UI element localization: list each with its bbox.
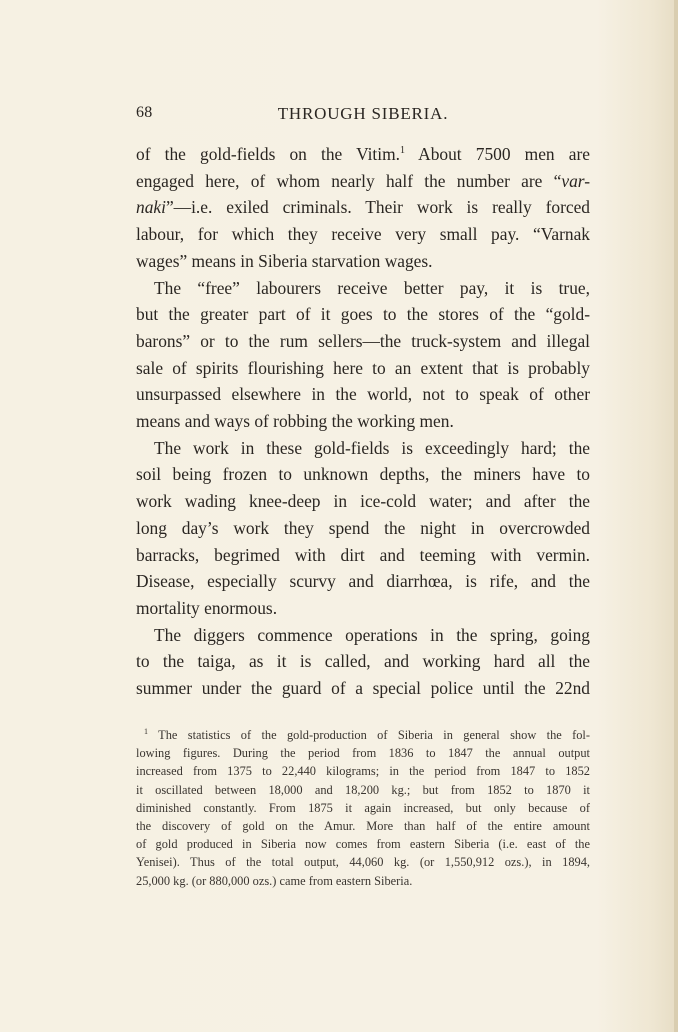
text-line: wages” means in Siberia starvation wages. <box>136 250 433 271</box>
text-line: means and ways of robbing the working men. <box>136 411 454 432</box>
paragraph-2 <box>136 275 590 435</box>
text-line: summer under the guard of a special police until the 22nd <box>136 678 590 699</box>
footnote-line: Yenisei). Thus of the total output, 44,060 kg. (or 1,550,912 ozs.), in 1894, <box>136 855 590 870</box>
page-edge-shadow <box>674 0 678 1032</box>
text-line: unsurpassed elsewhere in the world, not to speak of other <box>136 384 590 405</box>
text-line: The work in these gold-fields is exceedingly hard; the <box>154 437 590 458</box>
text-line: long day’s work they spend the night in overcrowded <box>136 517 590 538</box>
text-line: sale of spirits flourishing here to an extent that is probably <box>136 357 590 378</box>
text-line: work wading knee-deep in ice-cold water; and after the <box>136 491 590 512</box>
paragraph-3 <box>136 435 590 622</box>
footnote-line: $^1$ The statistics of the gold-production of Siberia in general show the fol- <box>144 727 591 742</box>
text-line: barons” or to the rum sellers—the truck-system and illegal <box>136 330 590 351</box>
footnote-line: diminished constantly. From 1875 it again increased, but only because of <box>136 800 590 815</box>
text-line: barracks, begrimed with dirt and teeming with vermin. <box>136 544 590 565</box>
text-line: engaged here, of whom nearly half the number are “var- <box>136 170 590 191</box>
text-line: labour, for which they receive very small pay. “Varnak <box>136 224 590 245</box>
footnote-line: it oscillated between 18,000 and 18,200 kg.; but from 1852 to 1870 it <box>136 782 590 797</box>
page-header <box>136 104 590 128</box>
text-line: but the greater part of it goes to the stores of the “gold- <box>136 304 590 325</box>
footnote-line: lowing figures. During the period from 1836 to 1847 the annual output <box>136 746 590 761</box>
paragraph-4 <box>136 622 590 702</box>
footnote-line: the discovery of gold on the Amur. More than half of the entire amount <box>136 819 590 834</box>
paragraph-1 <box>136 141 590 275</box>
footnote-ref: 1 <box>399 145 405 156</box>
text-line: soil being frozen to unknown depths, the miners have to <box>136 464 590 485</box>
footnote <box>136 726 590 890</box>
footnote-marker: 1 <box>144 727 148 736</box>
text-line: The “free” labourers receive better pay, it is true, <box>154 277 590 298</box>
text-line: naki”—i.e. exiled criminals. Their work is really forced <box>136 197 590 218</box>
text-line: of the gold-fields on the Vitim.$^1$ About 7500 men are <box>136 144 590 164</box>
text-line: Disease, especially scurvy and diarrhœa, is rife, and the <box>136 571 590 592</box>
text-line: The diggers commence operations in the spring, going <box>154 624 590 645</box>
page-number: 68 <box>136 104 153 121</box>
footnote-line: 25,000 kg. (or 880,000 ozs.) came from eastern Siberia. <box>136 873 413 888</box>
footnote-line: increased from 1375 to 22,440 kilograms; in the period from 1847 to 1852 <box>136 764 590 779</box>
text-line: to the taiga, as it is called, and working hard all the <box>136 651 590 672</box>
running-head: THROUGH SIBERIA. <box>277 104 449 123</box>
footnote-line: of gold produced in Siberia now comes from eastern Siberia (i.e. east of the <box>136 837 590 852</box>
text-line: mortality enormous. <box>136 597 278 618</box>
main-text <box>136 141 590 702</box>
